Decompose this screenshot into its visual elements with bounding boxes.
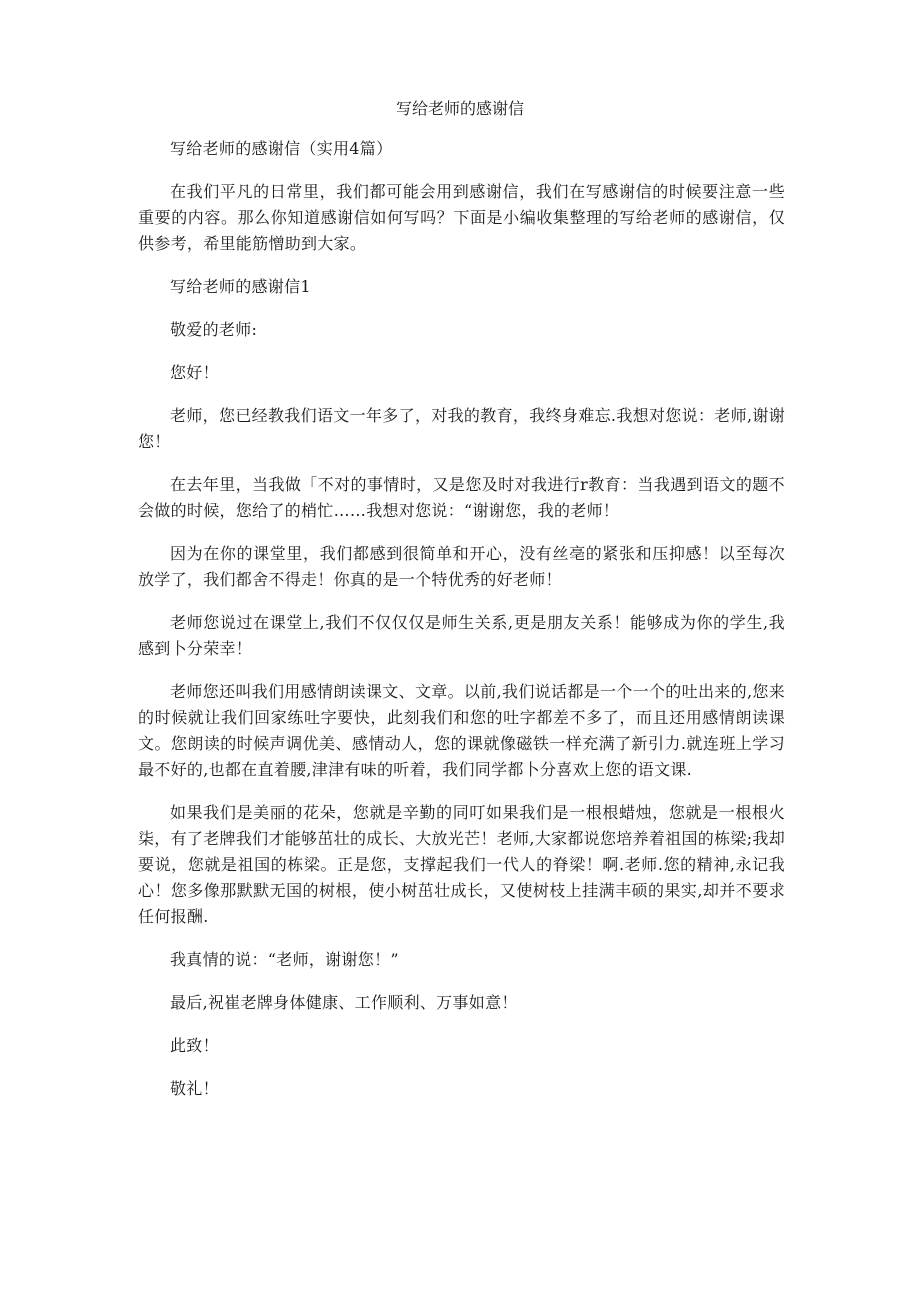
subtitle-paragraph: 写给老师的感谢信（实用4篇） bbox=[170, 139, 393, 158]
closing-salute: 敬礼！ bbox=[170, 1079, 219, 1098]
body-paragraph: 我真情的说：“老师，谢谢您！” bbox=[170, 950, 399, 969]
document-body bbox=[138, 136, 785, 1119]
body-paragraph: 老师，您已经教我们语文一年多了，对我的教育，我终身难忘.我想对您说：老师,谢谢您！ bbox=[138, 406, 785, 451]
body-paragraph: 因为在你的课堂里，我们都感到很简单和开心，没有丝亳的紧张和压抑感！以至每次放学了，我们都舍不得走！你真的是一个特优秀的好老师！ bbox=[138, 544, 785, 589]
body-paragraph: 如果我们是美丽的花朵，您就是辛勤的同叮如果我们是一根根蜡烛，您就是一根根火柒，有了老牌我们才能够茁壮的成长、大放光芒！老师,大家都说您培养着祖国的栋梁;我却要说，您就是祖国的栋梁。正是您，支撑起我们一代人的脊梁！啊.老师.您的精神,永记我心！您多像那默默无国的树根，使小树茁壮成长，又使树枝上挂满丰硕的果实,却并不要求任何报酬. bbox=[138, 803, 785, 926]
body-paragraph: 老师您说过在课堂上,我们不仅仅仅是师生关系,更是朋友关系！能够成为你的学生,我感到卜分荣幸！ bbox=[138, 613, 785, 658]
document-title: 写给老师的感谢信 bbox=[395, 99, 524, 118]
letter-heading: 写给老师的感谢信1 bbox=[170, 277, 311, 296]
closing-wishes: 最后,祝崔老牌身体健康、工作顺利、万事如意！ bbox=[170, 993, 518, 1012]
greeting: 您好！ bbox=[170, 363, 219, 382]
body-paragraph: 在去年里，当我做「不对的事情时，又是您及时对我进行r教育：当我遇到语文的题不会做的时候，您给了的梢忙……我想对您说：“谢谢您，我的老师！ bbox=[138, 475, 785, 520]
body-paragraph: 老师您还叫我们用感情朗读课文、文章。以前,我们说话都是一个一个的吐出来的,您来的时候就让我们回家练吐字要快，此刻我们和您的吐字都差不多了，而且还用感情朗读课文。您朗读的时候声调优美、感情动人，您的课就像磁铁一样充满了新引力.就连班上学习最不好的,也都在直着腰,津津有味的听着，我们同学都卜分喜欢上您的语文课. bbox=[138, 682, 785, 779]
salutation: 敬爱的老师: bbox=[170, 320, 258, 339]
closing-phrase: 此致！ bbox=[170, 1036, 219, 1055]
intro-paragraph: 在我们平凡的日常里，我们都可能会用到感谢信，我们在写感谢信的时候要注意一些重要的内容。那么你知道感谢信如何写吗？下面是小编收集整理的写给老师的感谢信，仅供参考，希里能筋憎助到大家。 bbox=[138, 182, 785, 253]
